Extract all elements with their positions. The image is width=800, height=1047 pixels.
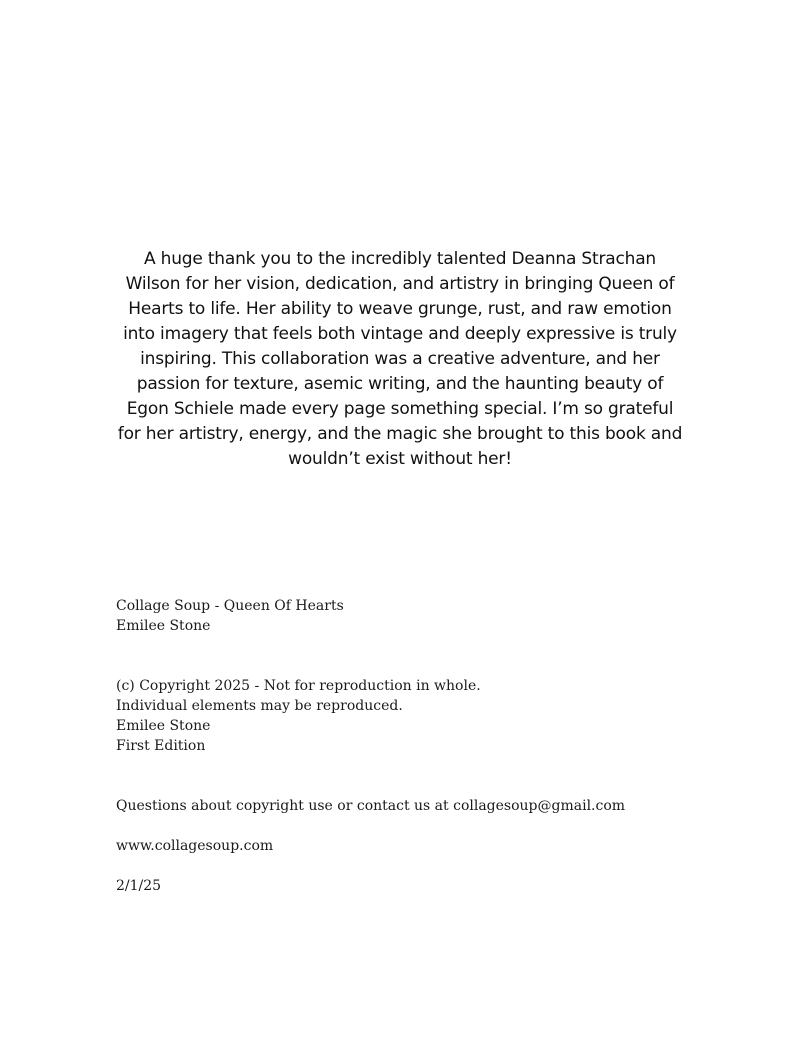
- copyright-holder: Emilee Stone: [116, 718, 211, 734]
- book-title: Collage Soup - Queen Of Hearts: [116, 598, 344, 614]
- edition-label: First Edition: [116, 738, 206, 754]
- copyright-block: [116, 676, 481, 756]
- publication-date: 2/1/25: [116, 878, 162, 894]
- website-url: www.collagesoup.com: [116, 838, 274, 854]
- contact-block: [116, 796, 625, 816]
- date-block: [116, 876, 161, 896]
- copyright-notice: (c) Copyright 2025 - Not for reproduction in whole.: [116, 678, 481, 694]
- contact-text: Questions about copyright use or contact us at collagesoup@gmail.com: [116, 798, 626, 814]
- copyright-elements-note: Individual elements may be reproduced.: [116, 698, 403, 714]
- website-block: [116, 836, 273, 856]
- book-title-block: [116, 596, 344, 636]
- acknowledgement-paragraph: A huge thank you to the incredibly talented Deanna Strachan Wilson for her vision, dedication, and artistry in bringing Queen of Hearts to life. Her ability to weave grunge, rust, and raw emotion into imagery that feels both vintage and deeply expressive is truly inspiring. This collaboration was a creative adventure, and her passion for texture, asemic writing, and the haunting beauty of Egon Schiele made every page something special. I’m so grateful for her artistry, energy, and the magic she brought to this book and wouldn’t exist without her!: [117, 249, 683, 469]
- book-author: Emilee Stone: [116, 618, 211, 634]
